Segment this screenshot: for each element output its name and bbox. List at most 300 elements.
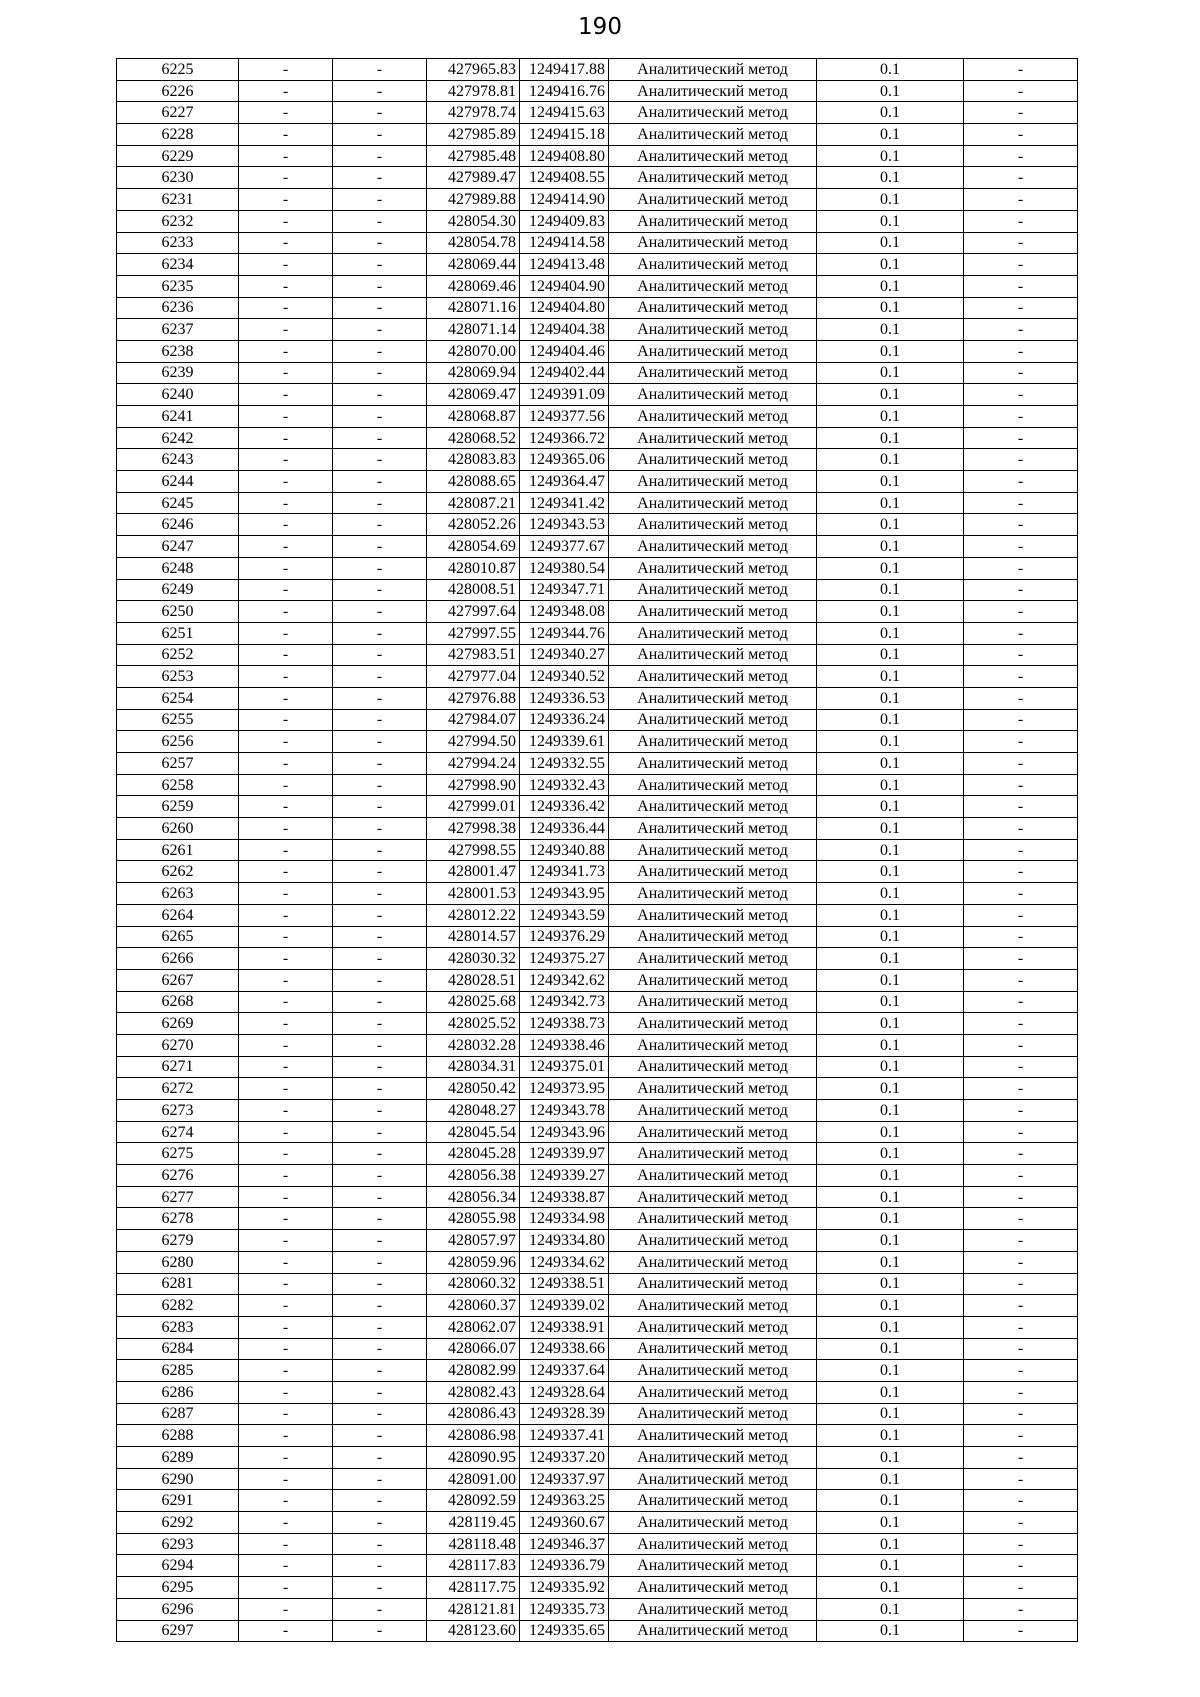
table-row xyxy=(117,774,1078,796)
accuracy-cell: 0.1 xyxy=(817,579,964,601)
dash-cell: - xyxy=(333,297,427,319)
dash-cell: - xyxy=(333,1100,427,1122)
table-row xyxy=(117,1555,1078,1577)
table-row xyxy=(117,340,1078,362)
accuracy-cell: 0.1 xyxy=(817,753,964,775)
dash-cell: - xyxy=(239,406,333,428)
point-number-cell: 6252 xyxy=(117,644,239,666)
point-number-cell: 6251 xyxy=(117,622,239,644)
point-number-cell: 6227 xyxy=(117,102,239,124)
x-coordinate-cell: 427985.89 xyxy=(427,124,520,146)
y-coordinate-cell: 1249341.42 xyxy=(520,492,609,514)
point-number-cell: 6297 xyxy=(117,1620,239,1642)
dash-cell: - xyxy=(333,557,427,579)
method-cell: Аналитический метод xyxy=(609,1555,817,1577)
dash-cell: - xyxy=(239,1251,333,1273)
table-row xyxy=(117,80,1078,102)
y-coordinate-cell: 1249336.79 xyxy=(520,1555,609,1577)
x-coordinate-cell: 428117.75 xyxy=(427,1577,520,1599)
point-number-cell: 6230 xyxy=(117,167,239,189)
dash-cell: - xyxy=(333,1425,427,1447)
dash-cell: - xyxy=(239,167,333,189)
y-coordinate-cell: 1249377.67 xyxy=(520,536,609,558)
dash-cell: - xyxy=(239,80,333,102)
y-coordinate-cell: 1249404.90 xyxy=(520,275,609,297)
x-coordinate-cell: 427976.88 xyxy=(427,687,520,709)
table-body xyxy=(117,59,1078,1642)
dash-cell: - xyxy=(333,579,427,601)
x-coordinate-cell: 428068.52 xyxy=(427,427,520,449)
description-cell: - xyxy=(964,644,1078,666)
y-coordinate-cell: 1249338.73 xyxy=(520,1013,609,1035)
dash-cell: - xyxy=(239,1490,333,1512)
description-cell: - xyxy=(964,1338,1078,1360)
dash-cell: - xyxy=(333,471,427,493)
x-coordinate-cell: 428087.21 xyxy=(427,492,520,514)
description-cell: - xyxy=(964,189,1078,211)
table-row xyxy=(117,406,1078,428)
y-coordinate-cell: 1249343.53 xyxy=(520,514,609,536)
accuracy-cell: 0.1 xyxy=(817,861,964,883)
accuracy-cell: 0.1 xyxy=(817,1490,964,1512)
method-cell: Аналитический метод xyxy=(609,1013,817,1035)
description-cell: - xyxy=(964,59,1078,81)
point-number-cell: 6253 xyxy=(117,666,239,688)
dash-cell: - xyxy=(333,818,427,840)
method-cell: Аналитический метод xyxy=(609,492,817,514)
x-coordinate-cell: 428059.96 xyxy=(427,1251,520,1273)
accuracy-cell: 0.1 xyxy=(817,1186,964,1208)
method-cell: Аналитический метод xyxy=(609,1186,817,1208)
method-cell: Аналитический метод xyxy=(609,1273,817,1295)
accuracy-cell: 0.1 xyxy=(817,1273,964,1295)
x-coordinate-cell: 428086.98 xyxy=(427,1425,520,1447)
description-cell: - xyxy=(964,1468,1078,1490)
x-coordinate-cell: 428068.87 xyxy=(427,406,520,428)
method-cell: Аналитический метод xyxy=(609,471,817,493)
dash-cell: - xyxy=(333,275,427,297)
y-coordinate-cell: 1249417.88 xyxy=(520,59,609,81)
dash-cell: - xyxy=(333,59,427,81)
dash-cell: - xyxy=(239,210,333,232)
y-coordinate-cell: 1249334.62 xyxy=(520,1251,609,1273)
y-coordinate-cell: 1249335.73 xyxy=(520,1598,609,1620)
accuracy-cell: 0.1 xyxy=(817,514,964,536)
point-number-cell: 6272 xyxy=(117,1078,239,1100)
dash-cell: - xyxy=(239,1208,333,1230)
y-coordinate-cell: 1249414.58 xyxy=(520,232,609,254)
description-cell: - xyxy=(964,1143,1078,1165)
method-cell: Аналитический метод xyxy=(609,1230,817,1252)
dash-cell: - xyxy=(333,189,427,211)
dash-cell: - xyxy=(333,1121,427,1143)
table-row xyxy=(117,297,1078,319)
description-cell: - xyxy=(964,362,1078,384)
accuracy-cell: 0.1 xyxy=(817,1056,964,1078)
table-row xyxy=(117,1447,1078,1469)
point-number-cell: 6290 xyxy=(117,1468,239,1490)
accuracy-cell: 0.1 xyxy=(817,210,964,232)
y-coordinate-cell: 1249391.09 xyxy=(520,384,609,406)
x-coordinate-cell: 428057.97 xyxy=(427,1230,520,1252)
dash-cell: - xyxy=(239,731,333,753)
dash-cell: - xyxy=(239,644,333,666)
dash-cell: - xyxy=(333,1316,427,1338)
dash-cell: - xyxy=(239,1620,333,1642)
point-number-cell: 6246 xyxy=(117,514,239,536)
point-number-cell: 6261 xyxy=(117,839,239,861)
description-cell: - xyxy=(964,102,1078,124)
method-cell: Аналитический метод xyxy=(609,1100,817,1122)
x-coordinate-cell: 428048.27 xyxy=(427,1100,520,1122)
x-coordinate-cell: 428071.14 xyxy=(427,319,520,341)
table-row xyxy=(117,796,1078,818)
x-coordinate-cell: 428071.16 xyxy=(427,297,520,319)
point-number-cell: 6226 xyxy=(117,80,239,102)
accuracy-cell: 0.1 xyxy=(817,1620,964,1642)
description-cell: - xyxy=(964,492,1078,514)
dash-cell: - xyxy=(333,1577,427,1599)
y-coordinate-cell: 1249416.76 xyxy=(520,80,609,102)
x-coordinate-cell: 428012.22 xyxy=(427,904,520,926)
accuracy-cell: 0.1 xyxy=(817,904,964,926)
description-cell: - xyxy=(964,687,1078,709)
point-number-cell: 6281 xyxy=(117,1273,239,1295)
dash-cell: - xyxy=(239,709,333,731)
point-number-cell: 6284 xyxy=(117,1338,239,1360)
x-coordinate-cell: 428069.94 xyxy=(427,362,520,384)
description-cell: - xyxy=(964,232,1078,254)
dash-cell: - xyxy=(239,796,333,818)
y-coordinate-cell: 1249377.56 xyxy=(520,406,609,428)
dash-cell: - xyxy=(239,1381,333,1403)
method-cell: Аналитический метод xyxy=(609,709,817,731)
dash-cell: - xyxy=(333,601,427,623)
dash-cell: - xyxy=(239,1598,333,1620)
method-cell: Аналитический метод xyxy=(609,731,817,753)
dash-cell: - xyxy=(333,1381,427,1403)
dash-cell: - xyxy=(239,1186,333,1208)
description-cell: - xyxy=(964,753,1078,775)
table-row xyxy=(117,991,1078,1013)
dash-cell: - xyxy=(333,622,427,644)
dash-cell: - xyxy=(333,254,427,276)
method-cell: Аналитический метод xyxy=(609,1620,817,1642)
x-coordinate-cell: 427978.74 xyxy=(427,102,520,124)
point-number-cell: 6250 xyxy=(117,601,239,623)
dash-cell: - xyxy=(333,709,427,731)
description-cell: - xyxy=(964,969,1078,991)
description-cell: - xyxy=(964,926,1078,948)
y-coordinate-cell: 1249343.96 xyxy=(520,1121,609,1143)
accuracy-cell: 0.1 xyxy=(817,1251,964,1273)
dash-cell: - xyxy=(239,666,333,688)
dash-cell: - xyxy=(239,59,333,81)
description-cell: - xyxy=(964,1403,1078,1425)
table-row xyxy=(117,1013,1078,1035)
method-cell: Аналитический метод xyxy=(609,1577,817,1599)
coordinates-table xyxy=(116,58,1078,1642)
dash-cell: - xyxy=(239,536,333,558)
dash-cell: - xyxy=(333,210,427,232)
description-cell: - xyxy=(964,774,1078,796)
dash-cell: - xyxy=(333,926,427,948)
dash-cell: - xyxy=(239,1100,333,1122)
x-coordinate-cell: 428060.37 xyxy=(427,1295,520,1317)
description-cell: - xyxy=(964,1512,1078,1534)
y-coordinate-cell: 1249404.80 xyxy=(520,297,609,319)
method-cell: Аналитический метод xyxy=(609,80,817,102)
point-number-cell: 6275 xyxy=(117,1143,239,1165)
x-coordinate-cell: 428034.31 xyxy=(427,1056,520,1078)
dash-cell: - xyxy=(239,601,333,623)
point-number-cell: 6237 xyxy=(117,319,239,341)
method-cell: Аналитический метод xyxy=(609,687,817,709)
dash-cell: - xyxy=(333,449,427,471)
x-coordinate-cell: 428008.51 xyxy=(427,579,520,601)
accuracy-cell: 0.1 xyxy=(817,1165,964,1187)
description-cell: - xyxy=(964,1316,1078,1338)
dash-cell: - xyxy=(239,818,333,840)
method-cell: Аналитический метод xyxy=(609,557,817,579)
dash-cell: - xyxy=(333,1208,427,1230)
y-coordinate-cell: 1249404.46 xyxy=(520,340,609,362)
method-cell: Аналитический метод xyxy=(609,145,817,167)
table-row xyxy=(117,362,1078,384)
dash-cell: - xyxy=(333,1468,427,1490)
description-cell: - xyxy=(964,1295,1078,1317)
description-cell: - xyxy=(964,319,1078,341)
y-coordinate-cell: 1249338.46 xyxy=(520,1034,609,1056)
dash-cell: - xyxy=(239,687,333,709)
description-cell: - xyxy=(964,80,1078,102)
dash-cell: - xyxy=(239,297,333,319)
point-number-cell: 6292 xyxy=(117,1512,239,1534)
table-row xyxy=(117,687,1078,709)
dash-cell: - xyxy=(333,666,427,688)
point-number-cell: 6296 xyxy=(117,1598,239,1620)
accuracy-cell: 0.1 xyxy=(817,492,964,514)
accuracy-cell: 0.1 xyxy=(817,80,964,102)
y-coordinate-cell: 1249409.83 xyxy=(520,210,609,232)
dash-cell: - xyxy=(239,514,333,536)
dash-cell: - xyxy=(239,1577,333,1599)
x-coordinate-cell: 428069.47 xyxy=(427,384,520,406)
table-row xyxy=(117,644,1078,666)
method-cell: Аналитический метод xyxy=(609,124,817,146)
dash-cell: - xyxy=(333,80,427,102)
table-row xyxy=(117,1468,1078,1490)
y-coordinate-cell: 1249340.88 xyxy=(520,839,609,861)
accuracy-cell: 0.1 xyxy=(817,449,964,471)
dash-cell: - xyxy=(239,774,333,796)
accuracy-cell: 0.1 xyxy=(817,59,964,81)
table-row xyxy=(117,232,1078,254)
table-row xyxy=(117,753,1078,775)
x-coordinate-cell: 428052.26 xyxy=(427,514,520,536)
dash-cell: - xyxy=(239,319,333,341)
point-number-cell: 6240 xyxy=(117,384,239,406)
y-coordinate-cell: 1249337.20 xyxy=(520,1447,609,1469)
dash-cell: - xyxy=(333,1230,427,1252)
table-row xyxy=(117,839,1078,861)
table-row xyxy=(117,1186,1078,1208)
x-coordinate-cell: 428055.98 xyxy=(427,1208,520,1230)
accuracy-cell: 0.1 xyxy=(817,1295,964,1317)
description-cell: - xyxy=(964,1598,1078,1620)
table-row xyxy=(117,948,1078,970)
dash-cell: - xyxy=(239,622,333,644)
dash-cell: - xyxy=(239,384,333,406)
method-cell: Аналитический метод xyxy=(609,449,817,471)
point-number-cell: 6234 xyxy=(117,254,239,276)
table-row xyxy=(117,1403,1078,1425)
y-coordinate-cell: 1249414.90 xyxy=(520,189,609,211)
table-row xyxy=(117,1143,1078,1165)
point-number-cell: 6231 xyxy=(117,189,239,211)
x-coordinate-cell: 428025.52 xyxy=(427,1013,520,1035)
dash-cell: - xyxy=(333,948,427,970)
table-row xyxy=(117,124,1078,146)
description-cell: - xyxy=(964,1490,1078,1512)
x-coordinate-cell: 428070.00 xyxy=(427,340,520,362)
table-row xyxy=(117,1490,1078,1512)
dash-cell: - xyxy=(239,254,333,276)
table-row xyxy=(117,1034,1078,1056)
description-cell: - xyxy=(964,1577,1078,1599)
description-cell: - xyxy=(964,254,1078,276)
point-number-cell: 6262 xyxy=(117,861,239,883)
x-coordinate-cell: 427999.01 xyxy=(427,796,520,818)
method-cell: Аналитический метод xyxy=(609,883,817,905)
method-cell: Аналитический метод xyxy=(609,601,817,623)
dash-cell: - xyxy=(239,1403,333,1425)
point-number-cell: 6232 xyxy=(117,210,239,232)
method-cell: Аналитический метод xyxy=(609,189,817,211)
description-cell: - xyxy=(964,1620,1078,1642)
point-number-cell: 6228 xyxy=(117,124,239,146)
x-coordinate-cell: 427983.51 xyxy=(427,644,520,666)
x-coordinate-cell: 427989.47 xyxy=(427,167,520,189)
x-coordinate-cell: 428082.43 xyxy=(427,1381,520,1403)
dash-cell: - xyxy=(333,1360,427,1382)
table-row xyxy=(117,384,1078,406)
table-row xyxy=(117,145,1078,167)
point-number-cell: 6225 xyxy=(117,59,239,81)
table-row xyxy=(117,1273,1078,1295)
y-coordinate-cell: 1249415.63 xyxy=(520,102,609,124)
point-number-cell: 6260 xyxy=(117,818,239,840)
y-coordinate-cell: 1249366.72 xyxy=(520,427,609,449)
accuracy-cell: 0.1 xyxy=(817,1425,964,1447)
dash-cell: - xyxy=(333,406,427,428)
x-coordinate-cell: 428050.42 xyxy=(427,1078,520,1100)
y-coordinate-cell: 1249380.54 xyxy=(520,557,609,579)
x-coordinate-cell: 428001.47 xyxy=(427,861,520,883)
point-number-cell: 6282 xyxy=(117,1295,239,1317)
accuracy-cell: 0.1 xyxy=(817,622,964,644)
method-cell: Аналитический метод xyxy=(609,1143,817,1165)
dash-cell: - xyxy=(239,1013,333,1035)
accuracy-cell: 0.1 xyxy=(817,297,964,319)
accuracy-cell: 0.1 xyxy=(817,948,964,970)
dash-cell: - xyxy=(239,449,333,471)
method-cell: Аналитический метод xyxy=(609,59,817,81)
accuracy-cell: 0.1 xyxy=(817,384,964,406)
description-cell: - xyxy=(964,579,1078,601)
y-coordinate-cell: 1249328.39 xyxy=(520,1403,609,1425)
dash-cell: - xyxy=(333,1186,427,1208)
dash-cell: - xyxy=(239,1165,333,1187)
dash-cell: - xyxy=(333,514,427,536)
dash-cell: - xyxy=(333,1403,427,1425)
dash-cell: - xyxy=(239,1078,333,1100)
accuracy-cell: 0.1 xyxy=(817,1577,964,1599)
table-row xyxy=(117,883,1078,905)
dash-cell: - xyxy=(333,774,427,796)
description-cell: - xyxy=(964,1165,1078,1187)
description-cell: - xyxy=(964,839,1078,861)
dash-cell: - xyxy=(333,644,427,666)
point-number-cell: 6249 xyxy=(117,579,239,601)
x-coordinate-cell: 428069.46 xyxy=(427,275,520,297)
method-cell: Аналитический метод xyxy=(609,1490,817,1512)
accuracy-cell: 0.1 xyxy=(817,145,964,167)
description-cell: - xyxy=(964,883,1078,905)
table-row xyxy=(117,579,1078,601)
point-number-cell: 6245 xyxy=(117,492,239,514)
x-coordinate-cell: 427984.07 xyxy=(427,709,520,731)
x-coordinate-cell: 428045.28 xyxy=(427,1143,520,1165)
table-row xyxy=(117,731,1078,753)
dash-cell: - xyxy=(239,427,333,449)
point-number-cell: 6258 xyxy=(117,774,239,796)
table-row xyxy=(117,666,1078,688)
dash-cell: - xyxy=(333,753,427,775)
method-cell: Аналитический метод xyxy=(609,1381,817,1403)
x-coordinate-cell: 428117.83 xyxy=(427,1555,520,1577)
table-row xyxy=(117,427,1078,449)
point-number-cell: 6294 xyxy=(117,1555,239,1577)
dash-cell: - xyxy=(333,687,427,709)
y-coordinate-cell: 1249408.55 xyxy=(520,167,609,189)
description-cell: - xyxy=(964,709,1078,731)
y-coordinate-cell: 1249342.62 xyxy=(520,969,609,991)
method-cell: Аналитический метод xyxy=(609,297,817,319)
y-coordinate-cell: 1249339.27 xyxy=(520,1165,609,1187)
accuracy-cell: 0.1 xyxy=(817,666,964,688)
method-cell: Аналитический метод xyxy=(609,1165,817,1187)
accuracy-cell: 0.1 xyxy=(817,926,964,948)
y-coordinate-cell: 1249336.53 xyxy=(520,687,609,709)
y-coordinate-cell: 1249332.55 xyxy=(520,753,609,775)
dash-cell: - xyxy=(239,557,333,579)
y-coordinate-cell: 1249408.80 xyxy=(520,145,609,167)
accuracy-cell: 0.1 xyxy=(817,1078,964,1100)
table-row xyxy=(117,1056,1078,1078)
dash-cell: - xyxy=(333,1143,427,1165)
x-coordinate-cell: 428123.60 xyxy=(427,1620,520,1642)
accuracy-cell: 0.1 xyxy=(817,557,964,579)
x-coordinate-cell: 428066.07 xyxy=(427,1338,520,1360)
table-row xyxy=(117,514,1078,536)
dash-cell: - xyxy=(239,579,333,601)
table-row xyxy=(117,818,1078,840)
description-cell: - xyxy=(964,1013,1078,1035)
point-number-cell: 6229 xyxy=(117,145,239,167)
table-row xyxy=(117,1620,1078,1642)
x-coordinate-cell: 428060.32 xyxy=(427,1273,520,1295)
